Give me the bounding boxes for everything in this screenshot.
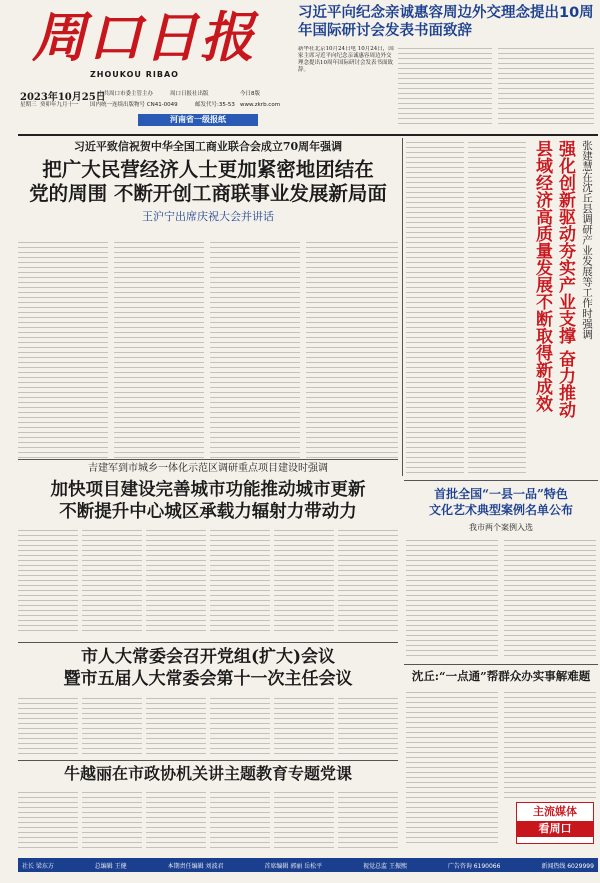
article2-headline-line1: 加快项目建设完善城市功能推动城市更新 (50, 480, 366, 500)
section-divider-3 (18, 760, 398, 761)
website: www.zkrb.com (240, 102, 281, 108)
article6-col3 (146, 790, 206, 852)
postal-code: 邮发代号:35-53 (195, 102, 235, 108)
top-right-body-col3 (498, 46, 594, 128)
top-right-headline: 习近平向纪念亲诚惠容周边外交理念提出10周年国际研讨会发表书面致辞 (298, 5, 594, 39)
cn-number: 国内统一连续出版物号 CN41-0049 (90, 102, 178, 108)
footer-item: 本期责任编辑 刘波君 (167, 862, 224, 870)
promo-line1: 主流媒体 (533, 805, 577, 818)
article5 (406, 668, 596, 848)
article3-subhead: 我市两个案例入选 (469, 523, 533, 532)
article3-headline-line1: 首批全国“一县一品”特色 (434, 487, 568, 501)
office: 周口日报社出版 (170, 91, 209, 97)
article1-kicker: 习近平致信祝贺中华全国工商业联合会成立70周年强调 (73, 140, 343, 153)
section-divider-1 (18, 459, 398, 460)
article6-headline: 牛越丽在市政协机关讲主题教育专题党课 (63, 764, 352, 783)
article1-col3 (210, 240, 300, 458)
promo-box[interactable] (516, 802, 594, 844)
article6-col6 (338, 790, 398, 852)
article3 (406, 486, 596, 662)
article2-col5 (274, 528, 334, 634)
article6-col2 (82, 790, 142, 852)
article3-headline-line2: 文化艺术典型案例名单公布 (428, 503, 573, 517)
article3-col1 (406, 538, 498, 660)
masthead-divider (18, 134, 598, 136)
top-right-body-lead: 新华社北京10月24日电 10月24日，国家主席习近平向纪念亲诚惠容周边外交理念提出10周年国际研讨会发表书面致辞。 (298, 46, 394, 73)
article1-col4 (306, 240, 398, 458)
article1-headline-line2: 党的周围 不断开创工商联事业发展新局面 (29, 182, 387, 205)
masthead (20, 6, 284, 132)
article1-col1 (18, 240, 108, 458)
lunar-date: 癸卯年九月十一 (40, 102, 79, 108)
article6-col4 (210, 790, 270, 852)
article4-col3 (146, 696, 206, 754)
article5-headline: 沈丘:“一点通”帮群众办实事解难题 (411, 669, 591, 683)
article4-headline-line2: 暨市五届人大常委会第十一次主任会议 (63, 669, 353, 689)
footer-bar (18, 858, 598, 872)
province-badge: 河南省一级报纸 (138, 114, 258, 126)
top-right-lead (298, 4, 594, 130)
article4-col5 (274, 696, 334, 754)
article2-col2 (82, 528, 142, 634)
footer-item: 总编辑 王健 (94, 862, 127, 870)
article4-headline-line1: 市人大常委会召开党组(扩大)会议 (80, 647, 336, 667)
article4-col2 (82, 696, 142, 754)
article6-col1 (18, 790, 78, 852)
article1-headline-line1: 把广大民营经济人士更加紧密地团结在 (42, 158, 374, 181)
masthead-title: 周口日报 (32, 5, 256, 69)
right-feature-subhead: 张建慧在沈丘县调研产业发展等工作时强调 (581, 140, 593, 340)
right-divider-2 (404, 664, 598, 665)
article1-subhead: 王沪宁出席庆祝大会并讲话 (142, 210, 274, 223)
article2 (18, 462, 398, 640)
section-divider-2 (18, 642, 398, 643)
date-label: 2023年10月25日 (20, 92, 106, 103)
article2-col6 (338, 528, 398, 634)
article2-headline-line2: 不断提升中心城区承载力辐射力带动力 (59, 502, 357, 522)
footer-item: 视觉总监 王振熙 (363, 862, 407, 870)
article5-col2 (504, 690, 596, 800)
article1 (18, 140, 398, 340)
top-right-body-col2 (398, 46, 492, 128)
article4-col4 (210, 696, 270, 754)
right-feature-col1 (406, 140, 464, 476)
right-feature-col2 (468, 140, 526, 476)
article3-col2 (504, 538, 596, 660)
footer-item: 广告咨询 6190066 (447, 862, 501, 870)
weekday: 星期三 (20, 102, 37, 108)
article2-col1 (18, 528, 78, 634)
promo-line2: 看周口 (517, 821, 593, 837)
article2-col3 (146, 528, 206, 634)
right-divider-1 (404, 480, 598, 481)
right-column-divider (402, 138, 403, 476)
footer-item: 首席编辑 郭丽 岳松平 (264, 862, 323, 870)
publisher: 中共周口市委主管主办 (98, 91, 154, 97)
article6 (18, 764, 398, 854)
article2-col4 (210, 528, 270, 634)
article6-col5 (274, 790, 334, 852)
pages: 今日8版 (240, 91, 260, 97)
right-feature (406, 140, 596, 476)
article2-kicker: 吉建军到市城乡一体化示范区调研重点项目建设时强调 (88, 463, 328, 474)
article1-col2 (114, 240, 204, 458)
footer-item: 新闻热线 6029999 (541, 862, 594, 870)
article5-col1 (406, 690, 498, 846)
article4-col1 (18, 696, 78, 754)
article4 (18, 646, 398, 756)
article4-col6 (338, 696, 398, 754)
right-feature-headline: 强化创新驱动夯实产业支撑 奋力推动县域经济高质量发展不断取得新成效 (532, 140, 575, 418)
footer-item: 社长 梁东方 (22, 862, 54, 870)
masthead-pinyin: ZHOUKOU RIBAO (90, 70, 179, 79)
